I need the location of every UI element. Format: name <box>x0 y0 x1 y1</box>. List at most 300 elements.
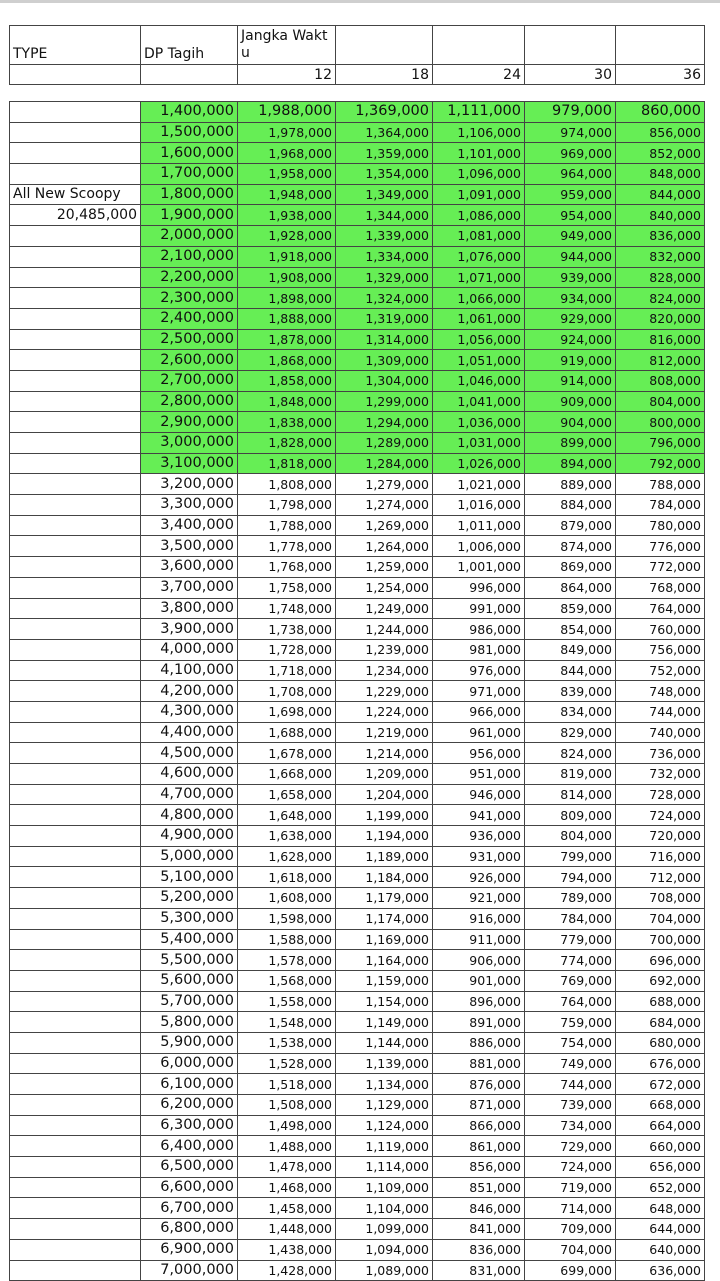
type-empty-cell <box>10 102 141 123</box>
dp-cell: 3,400,000 <box>141 515 238 536</box>
installment-cell: 844,000 <box>616 184 705 205</box>
installment-cell: 959,000 <box>525 184 616 205</box>
installment-cell: 866,000 <box>433 1115 525 1136</box>
dp-cell: 5,800,000 <box>141 1012 238 1033</box>
dp-cell: 6,100,000 <box>141 1074 238 1095</box>
installment-cell: 800,000 <box>616 412 705 433</box>
type-empty-cell <box>10 826 141 847</box>
installment-cell: 856,000 <box>433 1157 525 1178</box>
dp-cell: 3,500,000 <box>141 536 238 557</box>
installment-cell: 796,000 <box>616 433 705 454</box>
installment-cell: 1,698,000 <box>238 701 336 722</box>
installment-cell: 1,111,000 <box>433 102 525 123</box>
table-row <box>10 826 705 847</box>
installment-cell: 1,066,000 <box>433 288 525 309</box>
installment-cell: 636,000 <box>616 1260 705 1281</box>
installment-cell: 944,000 <box>525 246 616 267</box>
installment-cell: 1,274,000 <box>336 495 433 516</box>
installment-cell: 966,000 <box>433 701 525 722</box>
installment-cell: 886,000 <box>433 1032 525 1053</box>
table-row <box>10 164 705 185</box>
dp-cell: 6,000,000 <box>141 1053 238 1074</box>
installment-cell: 1,149,000 <box>336 1012 433 1033</box>
installment-cell: 1,364,000 <box>336 122 433 143</box>
installment-cell: 1,124,000 <box>336 1115 433 1136</box>
table-row <box>10 246 705 267</box>
installment-cell: 1,838,000 <box>238 412 336 433</box>
installment-cell: 709,000 <box>525 1219 616 1240</box>
installment-cell: 1,558,000 <box>238 991 336 1012</box>
installment-cell: 1,209,000 <box>336 764 433 785</box>
installment-cell: 884,000 <box>525 495 616 516</box>
installment-cell: 1,154,000 <box>336 991 433 1012</box>
table-row <box>10 577 705 598</box>
installment-cell: 816,000 <box>616 329 705 350</box>
product-price: 20,485,000 <box>10 205 141 226</box>
table-row <box>10 784 705 805</box>
installment-cell: 1,538,000 <box>238 1032 336 1053</box>
installment-cell: 1,898,000 <box>238 288 336 309</box>
installment-cell: 976,000 <box>433 660 525 681</box>
table-row <box>10 1095 705 1116</box>
installment-cell: 859,000 <box>525 598 616 619</box>
installment-cell: 1,099,000 <box>336 1219 433 1240</box>
header-empty-cell <box>525 26 616 65</box>
installment-cell: 808,000 <box>616 370 705 391</box>
installment-cell: 1,324,000 <box>336 288 433 309</box>
installment-cell: 1,938,000 <box>238 205 336 226</box>
installment-cell: 949,000 <box>525 226 616 247</box>
installment-cell: 1,608,000 <box>238 888 336 909</box>
dp-header: DP Tagih <box>141 26 238 65</box>
table-row <box>10 929 705 950</box>
dp-cell: 3,800,000 <box>141 598 238 619</box>
installment-cell: 889,000 <box>525 474 616 495</box>
installment-cell: 1,349,000 <box>336 184 433 205</box>
table-row <box>10 722 705 743</box>
type-empty-cell <box>10 1136 141 1157</box>
top-divider <box>0 0 720 3</box>
installment-cell: 991,000 <box>433 598 525 619</box>
table-row <box>10 1239 705 1260</box>
dp-cell: 5,000,000 <box>141 846 238 867</box>
installment-cell: 668,000 <box>616 1095 705 1116</box>
installment-cell: 834,000 <box>525 701 616 722</box>
table-row <box>10 1157 705 1178</box>
installment-cell: 869,000 <box>525 557 616 578</box>
table-row <box>10 950 705 971</box>
type-empty-cell <box>10 970 141 991</box>
type-empty-cell <box>10 1260 141 1281</box>
installment-cell: 744,000 <box>616 701 705 722</box>
installment-cell: 644,000 <box>616 1219 705 1240</box>
installment-cell: 812,000 <box>616 350 705 371</box>
installment-cell: 1,468,000 <box>238 1177 336 1198</box>
installment-cell: 799,000 <box>525 846 616 867</box>
header-empty-cell <box>433 26 525 65</box>
installment-cell: 1,094,000 <box>336 1239 433 1260</box>
type-empty-cell <box>10 267 141 288</box>
type-empty-cell <box>10 1198 141 1219</box>
installment-cell: 700,000 <box>616 929 705 950</box>
installment-cell: 1,016,000 <box>433 495 525 516</box>
table-row <box>10 1260 705 1281</box>
table-row <box>10 205 705 226</box>
dp-cell: 3,000,000 <box>141 433 238 454</box>
installment-cell: 739,000 <box>525 1095 616 1116</box>
installment-cell: 1,708,000 <box>238 681 336 702</box>
type-empty-cell <box>10 226 141 247</box>
installment-cell: 652,000 <box>616 1177 705 1198</box>
product-name: All New Scoopy <box>10 184 141 205</box>
installment-cell: 904,000 <box>525 412 616 433</box>
installment-cell: 860,000 <box>616 102 705 123</box>
installment-cell: 724,000 <box>525 1157 616 1178</box>
type-empty-cell <box>10 639 141 660</box>
dp-cell: 4,100,000 <box>141 660 238 681</box>
dp-cell: 1,800,000 <box>141 184 238 205</box>
table-row <box>10 1198 705 1219</box>
type-empty-cell <box>10 495 141 516</box>
installment-cell: 1,948,000 <box>238 184 336 205</box>
table-row <box>10 598 705 619</box>
type-empty-cell <box>10 598 141 619</box>
installment-cell: 941,000 <box>433 805 525 826</box>
installment-cell: 1,588,000 <box>238 929 336 950</box>
dp-cell: 6,900,000 <box>141 1239 238 1260</box>
installment-cell: 764,000 <box>525 991 616 1012</box>
type-empty-cell <box>10 1115 141 1136</box>
installment-cell: 896,000 <box>433 991 525 1012</box>
installment-cell: 929,000 <box>525 308 616 329</box>
dp-cell: 5,700,000 <box>141 991 238 1012</box>
installment-cell: 954,000 <box>525 205 616 226</box>
type-empty-cell <box>10 1053 141 1074</box>
installment-cell: 672,000 <box>616 1074 705 1095</box>
installment-cell: 784,000 <box>616 495 705 516</box>
installment-cell: 1,021,000 <box>433 474 525 495</box>
type-empty-cell <box>10 929 141 950</box>
dp-cell: 2,100,000 <box>141 246 238 267</box>
type-empty-cell <box>10 1177 141 1198</box>
type-header: TYPE <box>10 26 141 65</box>
type-empty-cell <box>10 743 141 764</box>
installment-cell: 754,000 <box>525 1032 616 1053</box>
table-row <box>10 619 705 640</box>
dp-cell: 3,600,000 <box>141 557 238 578</box>
installment-cell: 1,808,000 <box>238 474 336 495</box>
installment-cell: 1,658,000 <box>238 784 336 805</box>
dp-cell: 3,300,000 <box>141 495 238 516</box>
installment-cell: 1,498,000 <box>238 1115 336 1136</box>
type-empty-cell <box>10 143 141 164</box>
installment-cell: 1,848,000 <box>238 391 336 412</box>
table-row <box>10 453 705 474</box>
installment-cell: 1,518,000 <box>238 1074 336 1095</box>
dp-cell: 6,600,000 <box>141 1177 238 1198</box>
dp-cell: 2,800,000 <box>141 391 238 412</box>
installment-cell: 861,000 <box>433 1136 525 1157</box>
table-row <box>10 536 705 557</box>
type-empty-cell <box>10 722 141 743</box>
installment-cell: 1,628,000 <box>238 846 336 867</box>
type-empty-cell <box>10 350 141 371</box>
installment-cell: 736,000 <box>616 743 705 764</box>
installment-cell: 1,334,000 <box>336 246 433 267</box>
installment-cell: 1,728,000 <box>238 639 336 660</box>
installment-cell: 1,648,000 <box>238 805 336 826</box>
type-empty-cell <box>10 1157 141 1178</box>
installment-cell: 712,000 <box>616 867 705 888</box>
installment-cell: 924,000 <box>525 329 616 350</box>
installment-cell: 1,036,000 <box>433 412 525 433</box>
installment-cell: 714,000 <box>525 1198 616 1219</box>
installment-cell: 1,081,000 <box>433 226 525 247</box>
table-row <box>10 888 705 909</box>
installment-cell: 1,214,000 <box>336 743 433 764</box>
installment-cell: 789,000 <box>525 888 616 909</box>
type-empty-cell <box>10 1219 141 1240</box>
installment-cell: 986,000 <box>433 619 525 640</box>
table-row <box>10 557 705 578</box>
type-empty-cell <box>10 370 141 391</box>
dp-cell: 3,700,000 <box>141 577 238 598</box>
table-header <box>9 25 705 85</box>
installment-cell: 936,000 <box>433 826 525 847</box>
dp-cell: 3,100,000 <box>141 453 238 474</box>
dp-cell: 5,900,000 <box>141 1032 238 1053</box>
dp-cell: 6,700,000 <box>141 1198 238 1219</box>
installment-cell: 1,254,000 <box>336 577 433 598</box>
installment-cell: 1,284,000 <box>336 453 433 474</box>
installment-cell: 780,000 <box>616 515 705 536</box>
installment-cell: 864,000 <box>525 577 616 598</box>
installment-cell: 1,339,000 <box>336 226 433 247</box>
installment-cell: 909,000 <box>525 391 616 412</box>
dp-cell: 2,400,000 <box>141 308 238 329</box>
installment-cell: 1,638,000 <box>238 826 336 847</box>
type-empty-cell <box>10 412 141 433</box>
installment-cell: 749,000 <box>525 1053 616 1074</box>
table-row <box>10 764 705 785</box>
installment-cell: 1,026,000 <box>433 453 525 474</box>
installment-cell: 1,129,000 <box>336 1095 433 1116</box>
dp-cell: 6,400,000 <box>141 1136 238 1157</box>
dp-cell: 7,000,000 <box>141 1260 238 1281</box>
dp-cell: 6,800,000 <box>141 1219 238 1240</box>
table-row <box>10 846 705 867</box>
table-row <box>10 1115 705 1136</box>
type-empty-cell <box>10 805 141 826</box>
type-empty-cell <box>10 991 141 1012</box>
installment-cell: 1,978,000 <box>238 122 336 143</box>
installment-cell: 891,000 <box>433 1012 525 1033</box>
installment-cell: 720,000 <box>616 826 705 847</box>
dp-cell: 5,200,000 <box>141 888 238 909</box>
installment-cell: 1,314,000 <box>336 329 433 350</box>
table-row <box>10 474 705 495</box>
table-row <box>10 122 705 143</box>
installment-cell: 776,000 <box>616 536 705 557</box>
installment-cell: 1,259,000 <box>336 557 433 578</box>
installment-cell: 1,031,000 <box>433 433 525 454</box>
installment-cell: 719,000 <box>525 1177 616 1198</box>
type-empty-cell <box>10 536 141 557</box>
dp-cell: 5,600,000 <box>141 970 238 991</box>
installment-cell: 1,568,000 <box>238 970 336 991</box>
installment-cell: 1,329,000 <box>336 267 433 288</box>
installment-cell: 772,000 <box>616 557 705 578</box>
installment-cell: 831,000 <box>433 1260 525 1281</box>
installment-cell: 759,000 <box>525 1012 616 1033</box>
type-empty-cell <box>10 619 141 640</box>
installment-cell: 1,758,000 <box>238 577 336 598</box>
installment-cell: 836,000 <box>433 1239 525 1260</box>
installment-cell: 946,000 <box>433 784 525 805</box>
table-row <box>10 1074 705 1095</box>
tenor-header: Jangka Waktu <box>238 26 336 65</box>
dp-cell: 2,700,000 <box>141 370 238 391</box>
type-empty-cell <box>10 246 141 267</box>
table-row <box>10 495 705 516</box>
installment-cell: 846,000 <box>433 1198 525 1219</box>
installment-cell: 1,234,000 <box>336 660 433 681</box>
installment-cell: 961,000 <box>433 722 525 743</box>
installment-cell: 1,548,000 <box>238 1012 336 1033</box>
installment-cell: 1,096,000 <box>433 164 525 185</box>
installment-cell: 664,000 <box>616 1115 705 1136</box>
dp-cell: 5,500,000 <box>141 950 238 971</box>
installment-cell: 1,718,000 <box>238 660 336 681</box>
installment-cell: 1,798,000 <box>238 495 336 516</box>
installment-cell: 836,000 <box>616 226 705 247</box>
installment-cell: 969,000 <box>525 143 616 164</box>
installment-cell: 1,508,000 <box>238 1095 336 1116</box>
installment-cell: 911,000 <box>433 929 525 950</box>
installment-cell: 1,428,000 <box>238 1260 336 1281</box>
dp-cell: 3,200,000 <box>141 474 238 495</box>
installment-cell: 871,000 <box>433 1095 525 1116</box>
installment-cell: 1,778,000 <box>238 536 336 557</box>
installment-cell: 1,244,000 <box>336 619 433 640</box>
type-empty-cell <box>10 1239 141 1260</box>
installment-cell: 1,104,000 <box>336 1198 433 1219</box>
installment-cell: 1,738,000 <box>238 619 336 640</box>
installment-cell: 648,000 <box>616 1198 705 1219</box>
installment-cell: 1,359,000 <box>336 143 433 164</box>
dp-cell: 2,600,000 <box>141 350 238 371</box>
table-row <box>10 515 705 536</box>
dp-cell: 4,700,000 <box>141 784 238 805</box>
installment-table <box>9 101 705 1281</box>
installment-cell: 699,000 <box>525 1260 616 1281</box>
installment-cell: 1,199,000 <box>336 805 433 826</box>
installment-cell: 1,041,000 <box>433 391 525 412</box>
installment-cell: 849,000 <box>525 639 616 660</box>
table-row <box>10 412 705 433</box>
installment-cell: 832,000 <box>616 246 705 267</box>
installment-cell: 1,046,000 <box>433 370 525 391</box>
type-empty-cell <box>10 908 141 929</box>
installment-cell: 901,000 <box>433 970 525 991</box>
installment-cell: 1,174,000 <box>336 908 433 929</box>
table-row <box>10 1053 705 1074</box>
installment-cell: 809,000 <box>525 805 616 826</box>
table-row <box>10 1177 705 1198</box>
installment-cell: 1,109,000 <box>336 1177 433 1198</box>
installment-cell: 934,000 <box>525 288 616 309</box>
installment-cell: 824,000 <box>525 743 616 764</box>
type-empty-cell <box>10 433 141 454</box>
installment-cell: 728,000 <box>616 784 705 805</box>
type-empty-cell <box>10 846 141 867</box>
installment-cell: 1,106,000 <box>433 122 525 143</box>
installment-cell: 769,000 <box>525 970 616 991</box>
dp-cell: 1,400,000 <box>141 102 238 123</box>
installment-cell: 1,269,000 <box>336 515 433 536</box>
dp-cell: 4,900,000 <box>141 826 238 847</box>
installment-cell: 956,000 <box>433 743 525 764</box>
installment-cell: 1,249,000 <box>336 598 433 619</box>
type-empty-cell <box>10 391 141 412</box>
installment-cell: 1,051,000 <box>433 350 525 371</box>
table-row <box>10 1219 705 1240</box>
header-empty-cell <box>336 26 433 65</box>
table-row <box>10 143 705 164</box>
installment-cell: 784,000 <box>525 908 616 929</box>
installment-cell: 640,000 <box>616 1239 705 1260</box>
installment-cell: 971,000 <box>433 681 525 702</box>
installment-cell: 1,344,000 <box>336 205 433 226</box>
installment-cell: 854,000 <box>525 619 616 640</box>
installment-cell: 979,000 <box>525 102 616 123</box>
table-row <box>10 102 705 123</box>
installment-cell: 1,928,000 <box>238 226 336 247</box>
installment-cell: 779,000 <box>525 929 616 950</box>
installment-cell: 1,289,000 <box>336 433 433 454</box>
installment-cell: 708,000 <box>616 888 705 909</box>
tenor-24: 24 <box>433 65 525 85</box>
dp-cell: 1,900,000 <box>141 205 238 226</box>
tenor-30: 30 <box>525 65 616 85</box>
installment-cell: 1,184,000 <box>336 867 433 888</box>
installment-cell: 899,000 <box>525 433 616 454</box>
dp-cell: 4,000,000 <box>141 639 238 660</box>
installment-cell: 881,000 <box>433 1053 525 1074</box>
dp-cell: 6,500,000 <box>141 1157 238 1178</box>
installment-cell: 732,000 <box>616 764 705 785</box>
installment-cell: 1,169,000 <box>336 929 433 950</box>
installment-cell: 1,091,000 <box>433 184 525 205</box>
installment-cell: 819,000 <box>525 764 616 785</box>
installment-cell: 1,239,000 <box>336 639 433 660</box>
installment-cell: 1,828,000 <box>238 433 336 454</box>
header-empty-cell <box>141 65 238 85</box>
installment-cell: 1,319,000 <box>336 308 433 329</box>
installment-cell: 829,000 <box>525 722 616 743</box>
installment-cell: 656,000 <box>616 1157 705 1178</box>
installment-cell: 804,000 <box>525 826 616 847</box>
installment-cell: 926,000 <box>433 867 525 888</box>
dp-cell: 4,800,000 <box>141 805 238 826</box>
installment-cell: 919,000 <box>525 350 616 371</box>
dp-cell: 4,400,000 <box>141 722 238 743</box>
installment-cell: 921,000 <box>433 888 525 909</box>
installment-cell: 1,101,000 <box>433 143 525 164</box>
type-empty-cell <box>10 515 141 536</box>
installment-cell: 931,000 <box>433 846 525 867</box>
installment-cell: 1,878,000 <box>238 329 336 350</box>
